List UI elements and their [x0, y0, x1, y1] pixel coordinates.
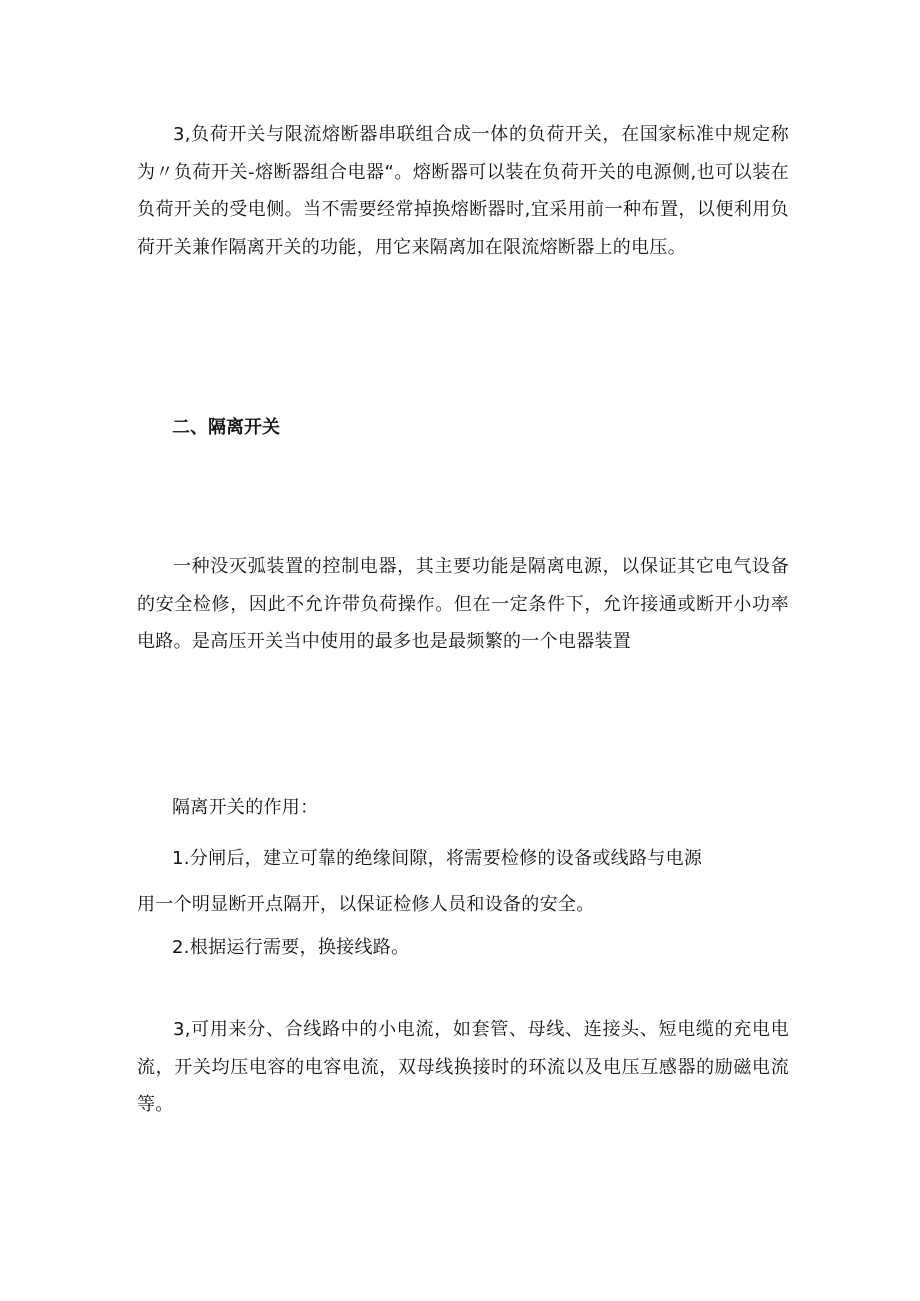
paragraph-isolating-switch-definition: 一种没灭弧装置的控制电器，其主要功能是隔离电源，以保证其它电气设备的安全检修，因此不允许带负荷操作。但在一定条件下，允许接通或断开小功率电路。是高压开关当中使用的最多也是最频繁的一个电器装置 — [137, 556, 789, 652]
paragraph-load-switch-fuse-combination: 3,负荷开关与限流熔断器串联组合成一体的负荷开关，在国家标准中规定称为〃负荷开关-熔断器组合电器“。熔断器可以装在负荷开关的电源侧,也可以装在负荷开关的受电侧。当不需要经常掉换熔断器时,宜采用前一种布置，以便利用负荷开关兼作隔离开关的功能，用它来隔离加在限流熔断器上的电压。 — [137, 124, 789, 258]
functions-title: 隔离开关的作用： — [172, 797, 319, 818]
function-item-1-line-2: 用一个明显断开点隔开，以保证检修人员和设备的安全。 — [137, 894, 595, 915]
section-heading-isolating-switch: 二、隔离开关 — [172, 417, 280, 438]
function-item-2: 2.根据运行需要，换接线路。 — [172, 937, 410, 958]
function-item-1-line-1: 1.分闸后，建立可靠的绝缘间隙，将需要检修的设备或线路与电源 — [172, 848, 703, 869]
function-item-3: 3,可用来分、合线路中的小电流，如套管、母线、连接头、短电缆的充电电流，开关均压电容的电容电流，双母线换接时的环流以及电压互感器的励磁电流等。 — [137, 1019, 789, 1115]
